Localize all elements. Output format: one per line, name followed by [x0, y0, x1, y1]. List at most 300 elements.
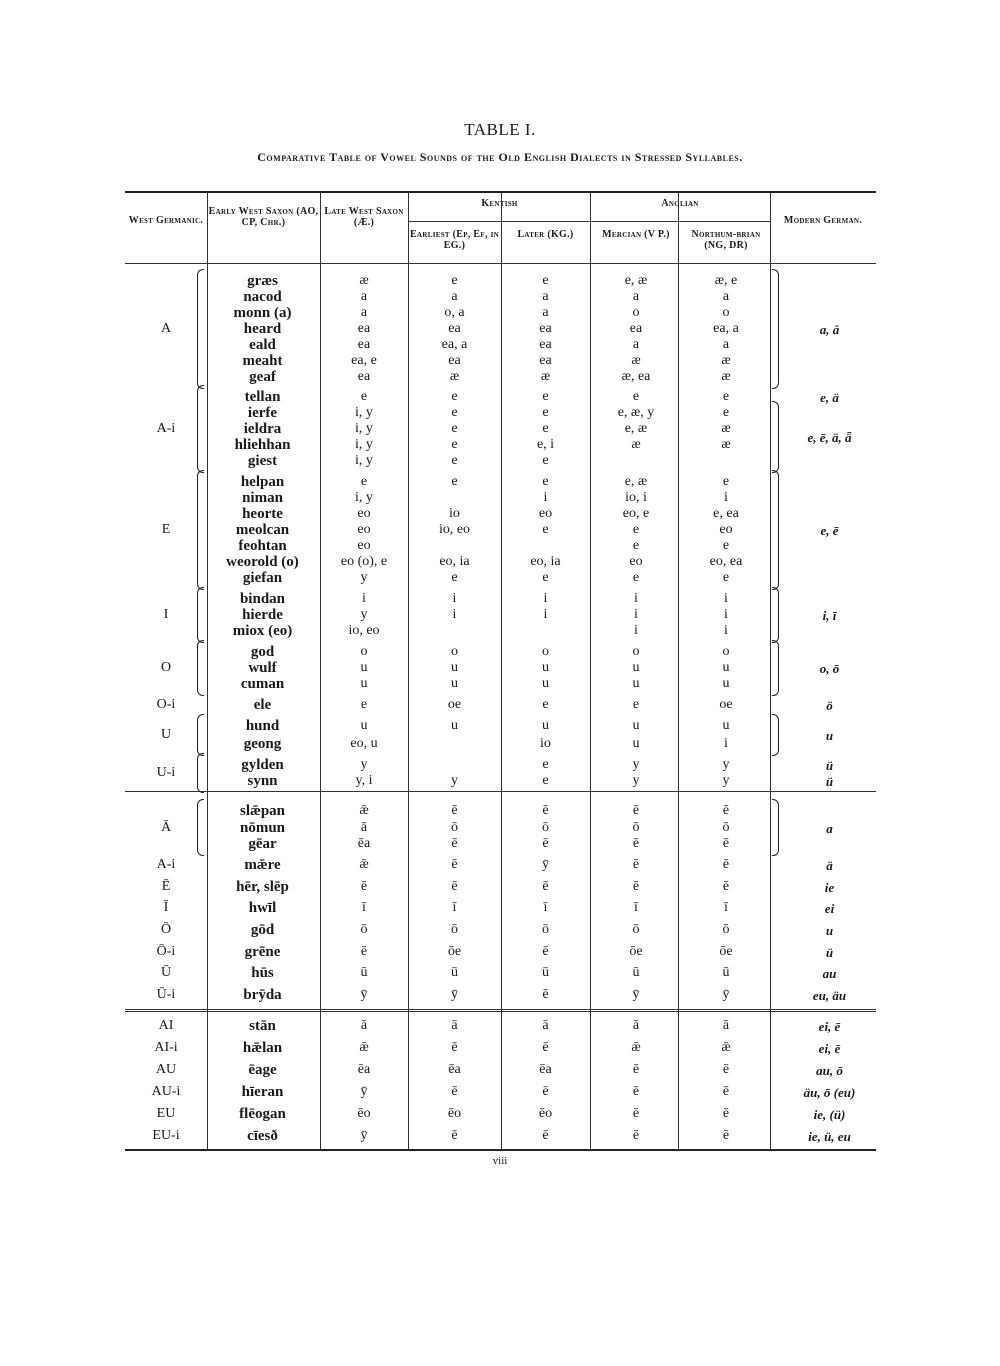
example-word-28: gylden [241, 757, 284, 773]
lws-cell-24: u [360, 676, 368, 691]
right-brace-2 [772, 470, 779, 590]
modern-german-43: äu, ō (eu) [803, 1085, 856, 1100]
lws-cell-23: u [360, 660, 368, 675]
no-cell-4: a [722, 337, 730, 352]
example-word-20: hierde [242, 607, 283, 623]
no-cell-26: u [722, 718, 730, 733]
example-word-11: giest [247, 453, 278, 469]
kl-cell-9: e [542, 421, 549, 436]
me-cell-45: ē [632, 1128, 640, 1143]
me-cell-28: y [632, 757, 640, 772]
kl-cell-4: ea [539, 337, 552, 352]
no-cell-10: æ [721, 437, 731, 452]
header-anglian: Anglian [661, 198, 699, 209]
right-brace-6 [772, 799, 779, 856]
ke-cell-15: io, eo [438, 522, 471, 537]
no-cell-30: ē [722, 803, 730, 818]
kl-cell-41: ē [542, 1040, 549, 1055]
no-cell-0: æ, e [714, 273, 738, 288]
ke-cell-44: ēo [447, 1106, 462, 1121]
example-word-0: græs [247, 273, 278, 289]
modern-german-44: ie, (ü) [813, 1107, 846, 1122]
right-brace-1 [772, 401, 779, 473]
lws-cell-25: e [360, 697, 368, 712]
header-rule [125, 263, 876, 264]
no-cell-44: ē [722, 1106, 730, 1121]
ke-cell-31: ō [451, 820, 458, 835]
modern-german-34: ie [824, 880, 835, 895]
lws-cell-7: e [360, 389, 368, 404]
me-cell-17: eo [629, 554, 643, 569]
kl-cell-19: i [543, 591, 548, 606]
ke-cell-19: i [452, 591, 457, 606]
ke-cell-42: ēa [448, 1062, 461, 1077]
no-cell-23: u [722, 660, 730, 675]
example-word-4: eald [249, 337, 276, 353]
no-cell-27: i [724, 736, 728, 751]
ke-cell-11: e [451, 453, 458, 468]
no-cell-37: ōe [719, 944, 733, 959]
wg-form-12: E [161, 522, 171, 537]
kl-cell-23: u [542, 660, 549, 675]
header-early-ws: Early West Saxon (AO, CP, Chr.) [208, 206, 319, 228]
kl-cell-12: e [542, 474, 549, 489]
lws-cell-22: o [360, 644, 368, 659]
left-brace-2 [197, 470, 204, 590]
example-word-16: feohtan [238, 538, 287, 554]
right-brace-5 [772, 714, 779, 756]
kl-cell-17: eo, ia [530, 554, 561, 569]
lws-cell-15: eo [357, 522, 371, 537]
wg-form-34: Ē [161, 879, 171, 894]
ke-cell-26: u [451, 718, 458, 733]
example-word-23: wulf [248, 660, 277, 676]
example-word-44: flēogan [239, 1106, 286, 1122]
lws-cell-42: ēa [357, 1062, 371, 1077]
modern-german-26: u [825, 728, 834, 743]
me-cell-42: ē [632, 1062, 640, 1077]
lws-cell-20: y [360, 607, 368, 622]
me-cell-44: ē [632, 1106, 640, 1121]
kl-cell-13: i [543, 490, 548, 505]
me-cell-18: e [632, 570, 640, 585]
col-divider-northumbrian [770, 193, 771, 1149]
kl-cell-20: i [543, 607, 548, 622]
ke-cell-22: o [451, 644, 458, 659]
ke-cell-5: ea [448, 353, 461, 368]
me-cell-16: e [632, 538, 640, 553]
modern-german-12: e, ē [820, 523, 839, 538]
kl-cell-36: ō [542, 922, 549, 937]
lws-cell-26: u [360, 718, 368, 733]
left-brace-1 [197, 385, 204, 473]
example-word-2: monn (a) [233, 305, 292, 321]
no-cell-29: y [722, 773, 730, 788]
modern-german-33: ä [826, 858, 833, 873]
lws-cell-33: ǣ [359, 857, 369, 872]
ke-cell-0: e [451, 273, 458, 288]
kl-cell-34: ē [542, 879, 549, 894]
ke-cell-37: ōe [447, 944, 462, 959]
kl-cell-28: e [542, 757, 549, 772]
kl-cell-35: ī [543, 900, 548, 915]
example-word-29: synn [247, 773, 278, 789]
ke-cell-18: e [451, 570, 458, 585]
me-cell-33: ē [632, 857, 640, 872]
kl-cell-5: ea [539, 353, 552, 368]
header-kentish: Kentish [481, 198, 518, 209]
me-cell-13: io, i [625, 490, 647, 505]
lws-cell-12: e [360, 474, 368, 489]
modern-german-45: ie, ü, eu [808, 1129, 851, 1144]
me-cell-41: ǣ [631, 1040, 641, 1055]
no-cell-17: eo, ea [709, 554, 743, 569]
example-word-37: grēne [244, 944, 281, 960]
wg-form-45: EU-i [152, 1128, 180, 1143]
modern-german-31: a [826, 820, 833, 836]
header-northumbrian: Northum-brian (NG, DR) [691, 229, 761, 251]
kl-cell-45: ē [542, 1128, 549, 1143]
kl-cell-3: ea [539, 321, 552, 336]
lws-cell-27: eo, u [350, 736, 378, 751]
table-subtitle: Comparative Table of Vowel Sounds of the Old English Dialects in Stressed Syllables. [257, 150, 743, 164]
modern-german-0: a, ā [819, 322, 840, 337]
lws-cell-39: ȳ [360, 987, 368, 1002]
lws-cell-3: ea [357, 321, 371, 336]
left-brace-6 [197, 753, 204, 793]
lws-cell-28: y [360, 757, 368, 772]
kl-cell-2: a [542, 305, 549, 320]
ke-cell-30: ē [451, 803, 458, 818]
example-word-41: hǣlan [242, 1040, 283, 1056]
no-cell-32: ē [722, 836, 730, 851]
lws-cell-13: i, y [355, 490, 373, 505]
modern-german-28: ü [825, 758, 834, 773]
example-word-5: meaht [242, 353, 283, 369]
kl-cell-26: u [542, 718, 549, 733]
ke-cell-8: e [451, 405, 458, 420]
no-cell-14: e, ea [713, 506, 739, 521]
header-kent-later: Later (KG.) [517, 229, 574, 240]
example-word-17: weorold (o) [226, 554, 299, 570]
no-cell-15: eo [719, 522, 733, 537]
wg-form-33: A-i [156, 857, 176, 872]
kl-cell-14: eo [538, 506, 553, 521]
ke-cell-20: i [452, 607, 457, 622]
header-mercian: Mercian (V P.) [602, 229, 670, 240]
no-cell-16: e [722, 538, 730, 553]
wg-form-30: Ā [160, 819, 172, 835]
ke-cell-36: ō [451, 922, 458, 937]
ke-cell-1: a [451, 289, 458, 304]
example-word-33: mǣre [244, 857, 281, 873]
lws-cell-0: æ [359, 273, 369, 288]
right-brace-3 [772, 587, 779, 643]
lws-cell-40: ā [360, 1018, 368, 1033]
lws-cell-32: ēa [357, 836, 371, 851]
no-cell-39: ȳ [722, 987, 730, 1002]
left-brace-4 [197, 640, 204, 696]
wg-form-35: Ī [163, 900, 169, 915]
lws-cell-11: i, y [355, 453, 373, 468]
example-word-13: niman [242, 490, 283, 506]
kl-cell-0: e [542, 273, 549, 288]
me-cell-1: a [632, 289, 640, 304]
lws-cell-30: ǣ [359, 803, 369, 818]
kl-cell-22: o [542, 644, 549, 659]
lws-cell-34: ē [360, 879, 368, 894]
kl-cell-31: ō [542, 820, 549, 835]
example-word-26: hund [245, 718, 280, 734]
no-cell-9: æ [721, 421, 731, 436]
section-rule-diphthong [125, 1009, 876, 1012]
lws-cell-43: ȳ [360, 1084, 368, 1099]
example-word-1: nacod [243, 289, 282, 305]
no-cell-24: u [722, 676, 730, 691]
kl-cell-11: e [542, 453, 549, 468]
me-cell-29: y [632, 773, 640, 788]
example-word-9: ieldra [243, 421, 282, 437]
header-modern: Modern German. [783, 215, 863, 226]
no-cell-2: o [722, 305, 730, 320]
wg-form-0: A [160, 321, 172, 336]
kl-cell-10: e, i [536, 437, 555, 452]
kl-cell-1: a [542, 289, 549, 304]
wg-form-28: U-i [156, 765, 176, 780]
modern-german-7: e, ä [820, 390, 839, 405]
kl-cell-27: io [540, 736, 551, 751]
example-word-34: hēr, slēp [236, 879, 289, 895]
no-cell-42: ē [722, 1062, 730, 1077]
example-word-43: hīeran [241, 1084, 284, 1100]
me-cell-31: ō [632, 820, 640, 835]
ke-cell-3: ea [448, 321, 461, 336]
right-brace-0 [772, 269, 779, 389]
example-word-6: geaf [249, 369, 276, 385]
kl-cell-40: ā [542, 1018, 549, 1033]
me-cell-7: e [632, 389, 640, 404]
wg-form-40: AI [158, 1018, 174, 1033]
example-word-7: tellan [244, 389, 281, 405]
lws-cell-9: i, y [355, 421, 373, 436]
me-cell-6: æ, ea [621, 369, 651, 384]
ke-cell-12: e [451, 474, 458, 489]
example-word-39: brȳda [243, 987, 282, 1003]
lws-cell-21: io, eo [348, 623, 380, 638]
kl-cell-44: ēo [538, 1106, 553, 1121]
me-cell-37: ōe [629, 944, 643, 959]
modern-german-36: u [825, 923, 834, 938]
ke-cell-7: e [451, 389, 458, 404]
lws-cell-38: ū [360, 965, 368, 980]
lws-cell-19: i [362, 591, 366, 606]
ke-cell-2: o, a [444, 305, 465, 320]
example-word-15: meolcan [235, 522, 290, 538]
no-cell-45: ē [722, 1128, 730, 1143]
no-cell-33: ē [722, 857, 730, 872]
example-word-40: stān [249, 1018, 276, 1034]
example-word-10: hliehhan [234, 437, 291, 453]
no-cell-43: ē [722, 1084, 730, 1099]
header-late-ws: Late West Saxon (Æ.) [324, 206, 404, 228]
me-cell-14: eo, e [622, 506, 650, 521]
no-cell-8: e [722, 405, 730, 420]
kl-cell-29: e [542, 773, 549, 788]
no-cell-18: e [722, 570, 730, 585]
modern-german-22: o, ō [819, 661, 840, 676]
ke-cell-33: ē [451, 857, 458, 872]
no-cell-19: i [724, 591, 728, 606]
example-word-21: miox (eo) [232, 623, 293, 639]
no-cell-13: i [724, 490, 728, 505]
no-cell-22: o [722, 644, 730, 659]
lws-cell-36: ō [360, 922, 368, 937]
me-cell-25: e [632, 697, 640, 712]
modern-german-41: ei, ē [818, 1041, 841, 1056]
ke-cell-4: ea, a [441, 337, 468, 352]
lws-cell-37: ē [360, 944, 368, 959]
no-cell-34: ē [722, 879, 730, 894]
wg-form-39: Ū-i [156, 987, 176, 1002]
kl-cell-39: ē [542, 987, 549, 1002]
example-word-36: gōd [250, 922, 275, 938]
modern-german-19: i, ī [822, 608, 837, 623]
table-title: TABLE I. [464, 120, 536, 139]
me-cell-12: e, æ [624, 474, 648, 489]
example-word-45: cīesð [247, 1128, 278, 1144]
left-brace-5 [197, 714, 204, 756]
lws-cell-1: a [360, 289, 368, 304]
me-cell-8: e, æ, y [617, 405, 655, 420]
me-cell-36: ō [632, 922, 640, 937]
no-cell-38: ū [722, 965, 730, 980]
example-word-27: geong [243, 736, 282, 752]
lws-cell-16: eo [357, 538, 371, 553]
ke-cell-29: y [451, 773, 458, 788]
no-cell-20: i [724, 607, 728, 622]
example-word-12: helpan [240, 474, 285, 490]
no-cell-5: æ [721, 353, 731, 368]
wg-form-36: Ō [160, 922, 172, 937]
no-cell-1: a [722, 289, 730, 304]
wg-form-26: U [160, 727, 172, 742]
me-cell-26: u [632, 718, 640, 733]
no-cell-6: æ [721, 369, 731, 384]
no-cell-41: ǣ [721, 1040, 731, 1055]
me-cell-5: æ [631, 353, 641, 368]
kl-cell-18: e [542, 570, 549, 585]
lws-cell-31: ā [360, 820, 368, 835]
example-word-32: gēar [248, 836, 277, 852]
wg-form-22: O [160, 660, 172, 675]
example-word-22: god [250, 644, 275, 660]
me-cell-27: u [632, 736, 640, 751]
page-number: viii [492, 1155, 508, 1167]
me-cell-15: e [632, 522, 640, 537]
me-cell-2: o [632, 305, 640, 320]
ke-cell-39: ȳ [451, 987, 458, 1002]
no-cell-36: ō [722, 922, 730, 937]
ke-cell-9: e [451, 421, 458, 436]
me-cell-22: o [632, 644, 640, 659]
header-west-germanic: West Germanic. [128, 215, 204, 226]
header-kent-earliest: Earliest (Ep, Ef, in EG.) [410, 229, 499, 251]
example-word-25: ele [253, 697, 272, 713]
kl-cell-37: ē [542, 944, 549, 959]
kl-cell-42: ēa [539, 1062, 552, 1077]
me-cell-38: ū [632, 965, 640, 980]
no-cell-28: y [722, 757, 730, 772]
modern-german-39: eu, äu [812, 988, 847, 1003]
example-word-31: nōmun [239, 820, 286, 836]
no-cell-21: i [724, 623, 728, 638]
me-cell-9: e, æ [624, 421, 648, 436]
example-word-42: ēage [248, 1062, 277, 1078]
ke-cell-32: ē [451, 836, 458, 851]
ke-cell-23: u [451, 660, 458, 675]
ke-cell-10: e [451, 437, 458, 452]
kl-cell-33: ȳ [542, 857, 549, 872]
lws-cell-14: eo [357, 506, 371, 521]
ke-cell-17: eo, ia [439, 554, 470, 569]
ke-cell-6: æ [449, 369, 460, 384]
wg-form-43: AU-i [151, 1084, 181, 1099]
left-brace-3 [197, 587, 204, 643]
me-cell-4: a [632, 337, 640, 352]
lws-cell-44: ēo [357, 1106, 371, 1121]
wg-form-38: Ū [160, 965, 172, 980]
example-word-3: heard [243, 321, 282, 337]
me-cell-23: u [632, 660, 640, 675]
kl-cell-32: ē [542, 836, 549, 851]
lws-cell-35: ī [362, 900, 366, 915]
me-cell-34: ē [632, 879, 640, 894]
modern-german-25: ö [826, 698, 833, 713]
no-cell-7: e [722, 389, 730, 404]
wg-form-25: O-i [156, 697, 176, 712]
modern-german-8: e, ē, ä, ǟ [807, 430, 852, 445]
ke-cell-43: ē [451, 1084, 458, 1099]
no-cell-12: e [722, 474, 730, 489]
section-rule-long [125, 791, 876, 792]
ke-cell-40: ā [451, 1018, 458, 1033]
example-word-18: giefan [242, 570, 283, 586]
kl-cell-8: e [542, 405, 549, 420]
kl-cell-43: ē [542, 1084, 549, 1099]
kl-cell-15: e [542, 522, 549, 537]
kl-cell-38: ū [542, 965, 549, 980]
wg-form-19: I [163, 607, 169, 622]
lws-cell-18: y [360, 570, 368, 585]
ke-cell-25: oe [447, 697, 462, 712]
kentish-subrule [408, 221, 591, 222]
anglian-subrule [590, 221, 770, 222]
wg-form-42: AU [155, 1062, 177, 1077]
wg-form-7: A-i [156, 421, 176, 436]
me-cell-20: i [634, 607, 638, 622]
lws-cell-10: i, y [355, 437, 373, 452]
example-word-8: ierfe [247, 405, 278, 421]
example-word-19: bindan [239, 591, 286, 607]
lws-cell-29: y, i [355, 773, 373, 788]
example-word-38: hūs [251, 965, 274, 981]
modern-german-35: ei [824, 901, 835, 916]
me-cell-43: ē [632, 1084, 640, 1099]
lws-cell-8: i, y [355, 405, 373, 420]
kl-cell-7: e [542, 389, 549, 404]
lws-cell-45: ȳ [360, 1128, 368, 1143]
lws-cell-6: ea [357, 369, 371, 384]
